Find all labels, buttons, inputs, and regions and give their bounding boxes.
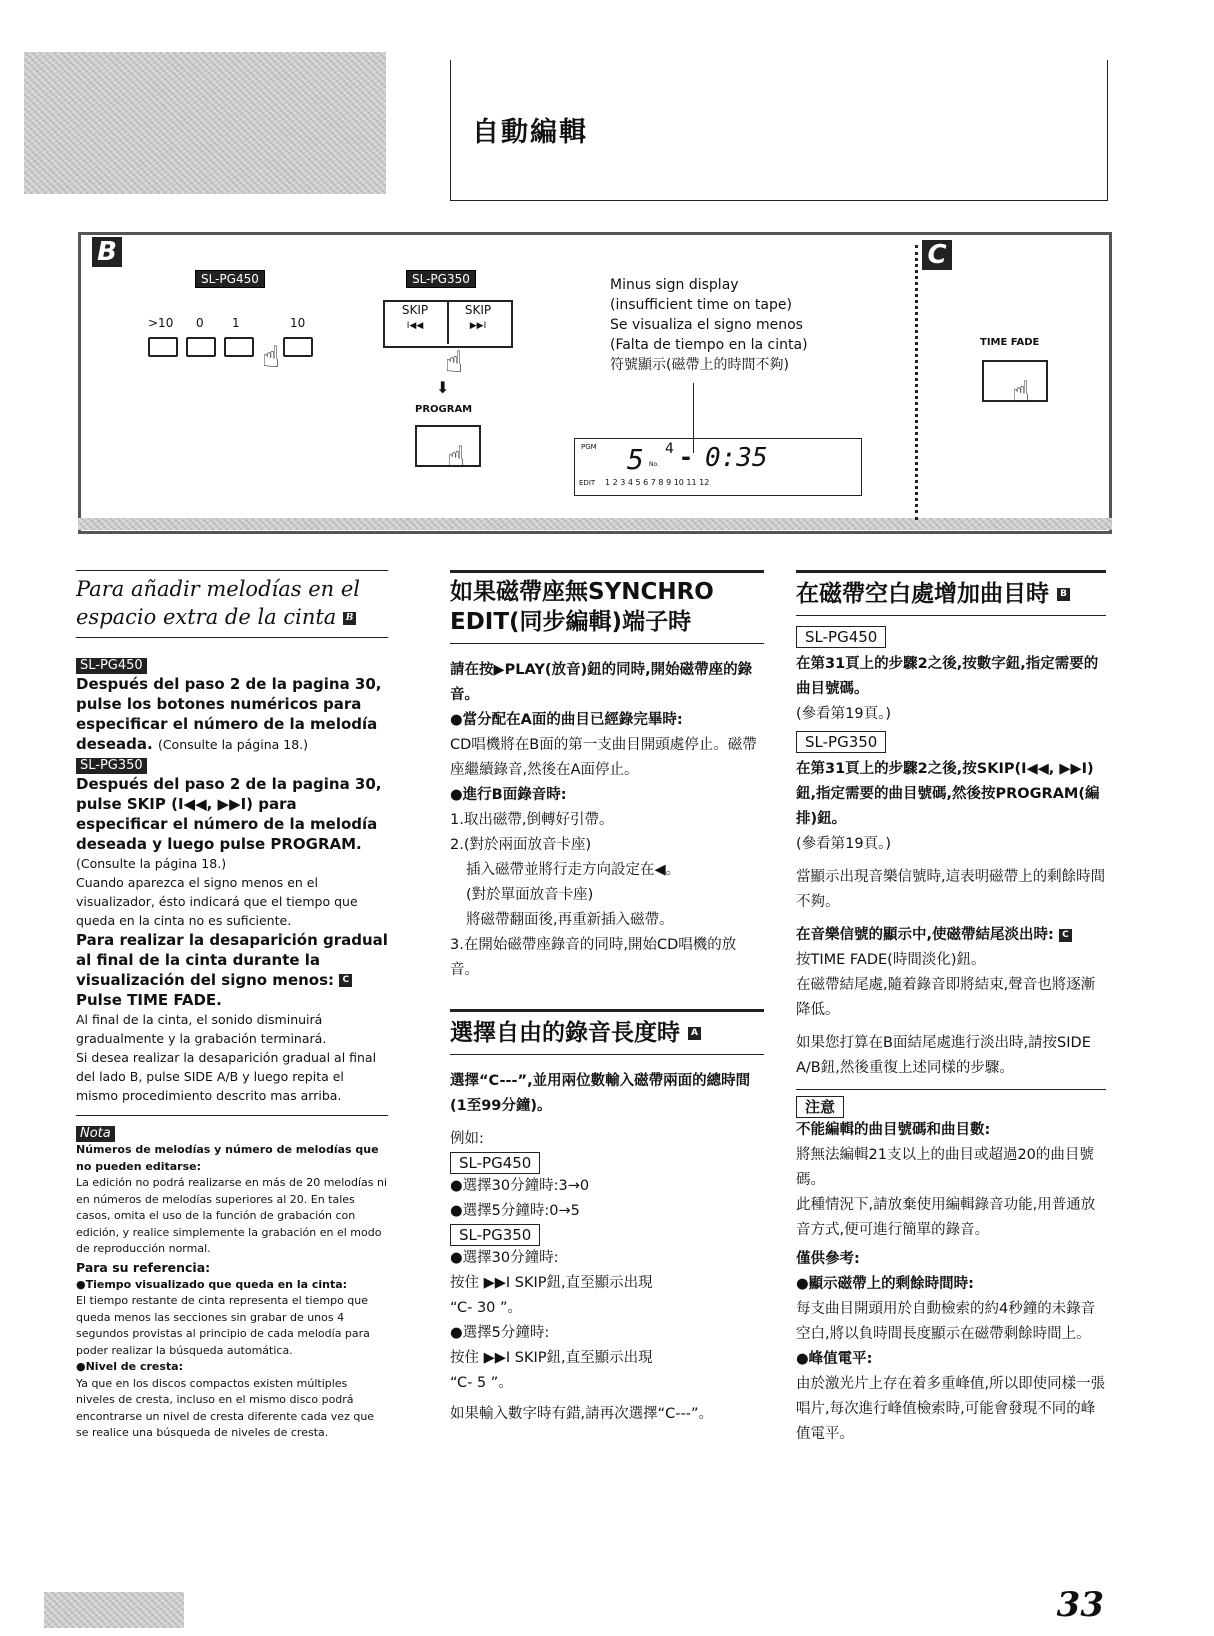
rule <box>76 570 388 571</box>
rule <box>450 1054 764 1055</box>
paragraph: 選擇“C---”,並用兩位數輸入磁帶兩面的總時間(1至99分鐘)。 <box>450 1073 751 1114</box>
skip-back-icon: I◀◀ <box>406 321 424 331</box>
paragraph: ●顯示磁帶上的剩餘時間時: <box>796 1276 974 1292</box>
time-readout: 0:35 <box>705 443 768 473</box>
sub-number: 4 <box>665 441 674 457</box>
model-tag: SL-PG450 <box>76 658 147 674</box>
no-label: No. <box>649 461 659 468</box>
step: 1.取出磁帶,倒轉好引帶。 <box>450 812 614 828</box>
paragraph: Si desea realizar la desaparición gradual al final del lado B, pulse SIDE A/B y luego repita el mismo procedimiento descrito mas arriba. <box>76 1050 377 1103</box>
page-number: 33 <box>1056 1585 1104 1625</box>
rule <box>796 615 1106 616</box>
rule <box>450 643 764 644</box>
numkey->10[interactable] <box>148 337 178 357</box>
page-title: 自動編輯 <box>472 117 588 148</box>
instruction <box>76 674 388 754</box>
pointing-hand-icon: ☝ <box>447 440 466 475</box>
numkey-10[interactable] <box>283 337 313 357</box>
skip-fwd-button[interactable] <box>458 303 498 331</box>
ref-icon-c: C <box>1059 929 1072 942</box>
pgm-indicator: PGM <box>581 443 597 451</box>
time-fade-label: TIME FADE <box>980 337 1040 348</box>
reference: (Consulte la página 18.) <box>157 737 309 752</box>
minus-sign-caption <box>610 275 808 375</box>
numkey-label: 1 <box>232 316 240 330</box>
ref-icon-c: C <box>339 974 352 987</box>
model-tag-450: SL-PG450 <box>195 270 265 288</box>
skip-back-button[interactable] <box>395 303 435 331</box>
paragraph: 僅供參考: <box>796 1251 860 1267</box>
paragraph: 在磁帶結尾處,隨着錄音即將結束,聲音也將逐漸降低。 <box>796 977 1096 1018</box>
model-tag: SL-PG350 <box>450 1224 540 1246</box>
paragraph: ●當分配在A面的曲目已經錄完畢時: <box>450 712 683 728</box>
paragraph-text: 在音樂信號的顯示中,使磁帶結尾淡出時: <box>796 927 1054 943</box>
paragraph: “C- 5 ”。 <box>450 1375 513 1391</box>
step: 3.在開始磁帶座錄音的同時,開始CD唱機的放音。 <box>450 937 737 978</box>
rule <box>796 1089 1106 1090</box>
note-text: La edición no podrá realizarse en más de 20 melodías ni en números de melodías superiores al 20. En tales casos, omita el uso de la función de grabación con edición, y realice simplemente la grabación en el modo de reproducción normal. <box>76 1176 388 1255</box>
paragraph: 請在按▶PLAY(放音)鈕的同時,開始磁帶座的錄音。 <box>450 662 753 703</box>
column-chinese-2 <box>796 570 1106 1447</box>
rule <box>450 570 764 573</box>
skip-fwd-label: SKIP <box>464 303 492 317</box>
paragraph <box>796 923 1106 948</box>
paragraph: 如果輸入數字時有錯,請再次選擇“C---”。 <box>450 1406 713 1422</box>
lcd-display <box>574 438 862 496</box>
paragraph: CD唱機將在B面的第一支曲目開頭處停止。磁帶座繼續錄音,然後在A面停止。 <box>450 737 757 778</box>
paragraph: 按TIME FADE(時間淡化)鈕。 <box>796 952 986 968</box>
pointing-hand-icon: ☝ <box>262 340 281 375</box>
paragraph: ●進行B面錄音時: <box>450 787 567 803</box>
section-heading <box>450 1018 764 1048</box>
rule <box>76 637 388 638</box>
track-calendar: 1 2 3 4 5 6 7 8 9 10 11 12 <box>605 478 710 487</box>
reference-heading: Para su referencia: <box>76 1259 211 1275</box>
paragraph: ●選擇30分鐘時: <box>450 1250 559 1266</box>
note-tag: 注意 <box>796 1096 844 1118</box>
note-heading: ●Nivel de cresta: <box>76 1360 184 1373</box>
pointing-hand-icon: ☝ <box>445 345 464 380</box>
rule <box>796 570 1106 573</box>
step: (對於單面放音卡座) <box>466 887 594 903</box>
skip-fwd-icon: ▶▶I <box>469 321 487 331</box>
paragraph: ●峰值電平: <box>796 1351 873 1367</box>
rule <box>450 1009 764 1012</box>
rule <box>76 1115 388 1116</box>
heading-text: 在磁帶空白處增加曲目時 <box>796 581 1049 607</box>
numkey-label: >10 <box>148 316 174 330</box>
numkey-1[interactable] <box>224 337 254 357</box>
paragraph: 當顯示出現音樂信號時,這表明磁帶上的剩餘時間不夠。 <box>796 869 1106 910</box>
instruction: Después del paso 2 de la pagina 30, pulse SKIP (I◀◀, ▶▶I) para especificar el número de la melodía deseada y luego pulse PROGRAM. <box>76 775 382 853</box>
caption-line: 符號顯示(磁帶上的時間不夠) <box>610 357 789 373</box>
diagram-stripe <box>78 518 1112 530</box>
model-tag: SL-PG350 <box>76 758 147 774</box>
section-heading <box>796 579 1106 609</box>
paragraph: ●選擇30分鐘時:3→0 <box>450 1178 590 1194</box>
caption-line: (Falta de tiempo en la cinta) <box>610 337 808 353</box>
instruction: Pulse TIME FADE. <box>76 991 222 1009</box>
note-heading: Números de melodías y número de melodías que no pueden editarse: <box>76 1143 379 1173</box>
caption-line: (insufficient time on tape) <box>610 297 792 313</box>
model-tag: SL-PG450 <box>450 1152 540 1174</box>
section-b-label: B <box>92 237 122 267</box>
track-number: 5 <box>627 443 644 476</box>
skip-back-label: SKIP <box>401 303 429 317</box>
paragraph: 在第31頁上的步驟2之後,按SKIP(I◀◀, ▶▶I)鈕,指定需要的曲目號碼,然後按PROGRAM(編排)鈕。 <box>796 761 1100 827</box>
note-heading: ●Tiempo visualizado que queda en la cinta: <box>76 1277 348 1291</box>
paragraph: 按住 ▶▶I SKIP鈕,直至顯示出現 <box>450 1350 653 1366</box>
paragraph: 例如: <box>450 1131 484 1147</box>
ref-icon-b: B <box>1057 588 1070 601</box>
instruction <box>76 930 388 990</box>
model-tag: SL-PG450 <box>796 626 886 648</box>
model-tag: SL-PG350 <box>796 731 886 753</box>
minus-sign: - <box>681 443 691 471</box>
numkey-label: 10 <box>290 316 306 330</box>
skip-divider <box>447 300 449 344</box>
corner-texture <box>24 52 386 194</box>
note-text: Ya que en los discos compactos existen múltiples niveles de cresta, incluso en el mismo disco podrá encontrarse un nivel de cresta diferente cada vez que se realice una búsqueda de niveles de cresta. <box>76 1376 375 1439</box>
numkey-0[interactable] <box>186 337 216 357</box>
heading-text: Para añadir melodías en el espacio extra de la cinta <box>76 577 360 629</box>
paragraph: 如果您打算在B面結尾處進行淡出時,請按SIDE A/B鈕,然後重復上述同樣的步驟。 <box>796 1035 1091 1076</box>
paragraph: 按住 ▶▶I SKIP鈕,直至顯示出現 <box>450 1275 653 1291</box>
paragraph: 在第31頁上的步驟2之後,按數字鈕,指定需要的曲目號碼。 <box>796 656 1099 697</box>
paragraph: (參看第19頁。) <box>796 836 892 852</box>
caption-line: Minus sign display <box>610 277 739 293</box>
heading-text: 選擇自由的錄音長度時 <box>450 1020 680 1046</box>
diagram-divider <box>915 245 918 520</box>
step: 2.(對於兩面放音卡座) <box>450 837 592 853</box>
section-c-label: C <box>922 240 952 270</box>
arrow-down-icon: ⬇ <box>436 378 450 397</box>
paragraph: Al final de la cinta, el sonido disminuirá gradualmente y la grabación terminará. <box>76 1012 327 1046</box>
section-heading <box>76 575 388 631</box>
paragraph: Cuando aparezca el signo menos en el visualizador, ésto indicará que el tiempo que queda en la cinta no es suficiente. <box>76 875 358 928</box>
reference: (Consulte la página 18.) <box>76 856 227 871</box>
model-tag-350: SL-PG350 <box>406 270 476 288</box>
paragraph: ●選擇5分鐘時:0→5 <box>450 1203 580 1219</box>
edit-indicator: EDIT <box>579 479 596 487</box>
paragraph: ●選擇5分鐘時: <box>450 1325 550 1341</box>
instruction-text: Para realizar la desaparición gradual al final de la cinta durante la visualización del signo menos: <box>76 931 388 989</box>
step: 將磁帶翻面後,再重新插入磁帶。 <box>466 912 674 928</box>
paragraph: 此種情況下,請放棄使用編輯錄音功能,用普通放音方式,便可進行簡單的錄音。 <box>796 1197 1096 1238</box>
instruction-text: Después del paso 2 de la pagina 30, pulse los botones numéricos para especificar el número de la melodía deseada. <box>76 675 382 753</box>
paragraph: “C- 30 ”。 <box>450 1300 523 1316</box>
program-label: PROGRAM <box>415 404 473 415</box>
ref-icon-a: A <box>688 1027 701 1040</box>
numkey-label: 0 <box>196 316 204 330</box>
paragraph: (參看第19頁。) <box>796 706 892 722</box>
paragraph: 每支曲目開頭用於自動檢索的約4秒鐘的未錄音空白,將以負時間長度顯示在磁帶剩餘時間上。 <box>796 1301 1096 1342</box>
pointing-hand-icon: ☝ <box>1012 375 1031 410</box>
section-heading: 如果磁帶座無SYNCHRO EDIT(同步編輯)端子時 <box>450 579 714 635</box>
caption-line: Se visualiza el signo menos <box>610 317 803 333</box>
note-tag: Nota <box>76 1126 115 1142</box>
step: 插入磁帶並將行走方向設定在◀。 <box>466 862 681 878</box>
paragraph: 不能編輯的曲目號碼和曲目數: <box>796 1122 991 1138</box>
column-spanish <box>76 570 388 1442</box>
ref-icon-b: B <box>343 612 356 625</box>
bottom-texture <box>44 1592 184 1628</box>
column-chinese-1 <box>450 570 764 1427</box>
paragraph: 由於激光片上存在着多重峰值,所以即使同樣一張唱片,每次進行峰值檢索時,可能會發現不同的峰值電平。 <box>796 1376 1106 1442</box>
paragraph: 將無法編輯21支以上的曲目或超過20的曲目號碼。 <box>796 1147 1094 1188</box>
note-text: El tiempo restante de cinta representa el tiempo que queda menos las secciones sin grabar de unos 4 segundos provistas al principio de cada melodía para poder realizar la búsqueda automática. <box>76 1294 370 1357</box>
